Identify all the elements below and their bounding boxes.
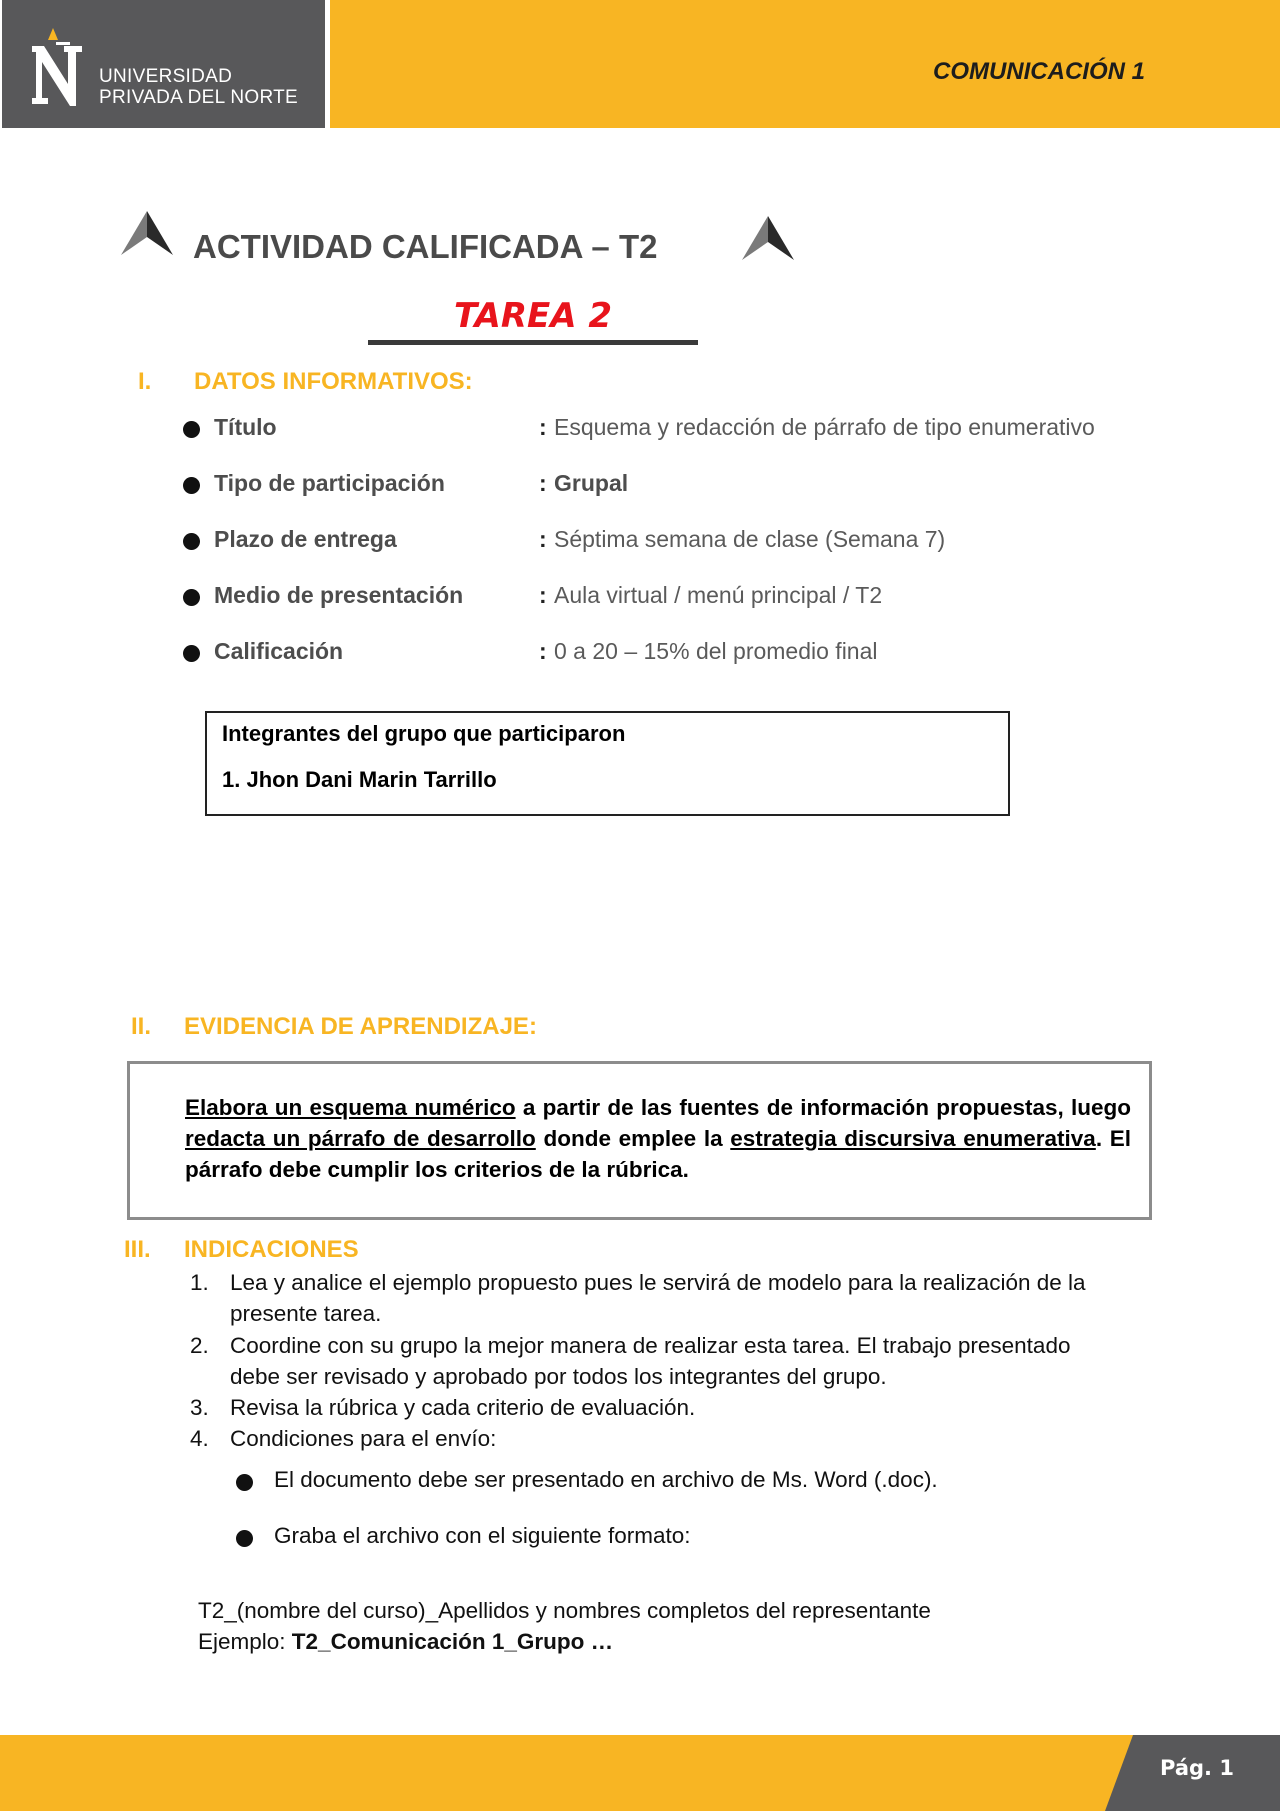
section-2-label: EVIDENCIA DE APRENDIZAJE: [184, 1013, 537, 1040]
info-colon: : [539, 638, 547, 664]
info-label: Título [214, 414, 277, 440]
indication-item-3 [183, 1392, 1133, 1423]
bullet-icon [236, 1530, 253, 1547]
evidence-text [185, 1092, 1131, 1185]
indication-number: 3. [190, 1395, 209, 1420]
condition-text: El documento debe ser presentado en archivo de Ms. Word (.doc). [274, 1467, 938, 1492]
info-row-titulo [183, 414, 1183, 444]
indication-text: Revisa la rúbrica y cada criterio de evaluación. [230, 1395, 696, 1420]
section-3-label: INDICACIONES [184, 1236, 359, 1263]
evidence-underline-3: estrategia discursiva enumerativa [730, 1126, 1096, 1151]
info-colon: : [539, 582, 547, 608]
info-value: Aula virtual / menú principal / T2 [554, 582, 883, 608]
task-title: TAREA 2 [453, 296, 613, 336]
info-label: Medio de presentación [214, 582, 464, 608]
indication-number: 2. [190, 1333, 209, 1358]
evidence-underline-2: redacta un párrafo de desarrollo [185, 1126, 536, 1151]
section-3-number: III. [124, 1236, 151, 1263]
header-logo-block [2, 0, 325, 128]
example-line [198, 1629, 613, 1655]
page-number: Pág. 1 [1160, 1756, 1234, 1780]
bullet-icon [183, 477, 200, 494]
section-1-number: I. [138, 368, 152, 395]
bullet-icon [183, 421, 200, 438]
indication-item-4 [183, 1423, 1133, 1454]
info-value: Séptima semana de clase (Semana 7) [554, 526, 946, 552]
indication-number: 1. [190, 1270, 209, 1295]
evidence-text-1: a partir de las fuentes de información propuestas, luego [515, 1095, 1132, 1120]
format-line: T2_(nombre del curso)_Apellidos y nombres completos del representante [198, 1598, 931, 1623]
example-value: T2_Comunicación 1_Grupo … [291, 1629, 614, 1654]
task-title-underline [368, 340, 698, 345]
info-row-plazo [183, 526, 1183, 556]
example-label: Ejemplo: [198, 1629, 292, 1654]
upn-logo-icon [30, 28, 88, 106]
info-colon: : [539, 414, 547, 440]
university-name [99, 66, 298, 108]
footer-band [0, 1735, 1280, 1811]
member-1: 1. Jhon Dani Marin Tarrillo [222, 767, 497, 792]
indication-text: Lea y analice el ejemplo propuesto pues le servirá de modelo para la realización de la presente tarea. [230, 1270, 1086, 1326]
info-colon: : [539, 470, 547, 496]
bullet-icon [183, 533, 200, 550]
bullet-icon [236, 1474, 253, 1491]
members-box [205, 711, 1010, 816]
indication-number: 4. [190, 1426, 209, 1451]
info-value: Grupal [554, 470, 629, 496]
indication-text: Condiciones para el envío: [230, 1426, 497, 1451]
info-row-tipo [183, 470, 1183, 500]
info-label: Calificación [214, 638, 344, 664]
bullet-icon [183, 589, 200, 606]
indication-item-1 [183, 1267, 1133, 1329]
bullet-icon [183, 645, 200, 662]
info-colon: : [539, 526, 547, 552]
evidence-underline-1: Elabora un esquema numérico [185, 1095, 516, 1120]
members-heading: Integrantes del grupo que participaron [222, 721, 626, 746]
evidence-text-2: donde emplee la [535, 1126, 731, 1151]
info-row-medio [183, 582, 1183, 612]
page-title: ACTIVIDAD CALIFICADA – T2 [193, 228, 658, 265]
info-value: 0 a 20 – 15% del promedio final [554, 638, 878, 664]
arrow-left-icon [120, 209, 175, 257]
condition-text: Graba el archivo con el siguiente formato: [274, 1523, 691, 1548]
section-2-number: II. [131, 1013, 152, 1040]
logo-line-1: UNIVERSIDAD [99, 66, 233, 87]
info-label: Plazo de entrega [214, 526, 397, 552]
logo-line-2: PRIVADA DEL NORTE [99, 87, 299, 108]
info-value: Esquema y redacción de párrafo de tipo enumerativo [554, 414, 1095, 440]
info-row-calificacion [183, 638, 1183, 668]
evidence-text-3: . El párrafo debe cumplir los criterios de la rúbrica. [185, 1126, 1131, 1182]
indication-item-2 [183, 1330, 1133, 1392]
evidence-box [127, 1061, 1152, 1220]
info-label: Tipo de participación [214, 470, 445, 496]
course-name: COMUNICACIÓN 1 [932, 58, 1145, 85]
section-1-label: DATOS INFORMATIVOS: [194, 368, 473, 395]
arrow-right-icon [741, 214, 796, 262]
indication-text: Coordine con su grupo la mejor manera de realizar esta tarea. El trabajo presentado debe ser revisado y aprobado por todos los integrantes del grupo. [230, 1333, 1071, 1389]
